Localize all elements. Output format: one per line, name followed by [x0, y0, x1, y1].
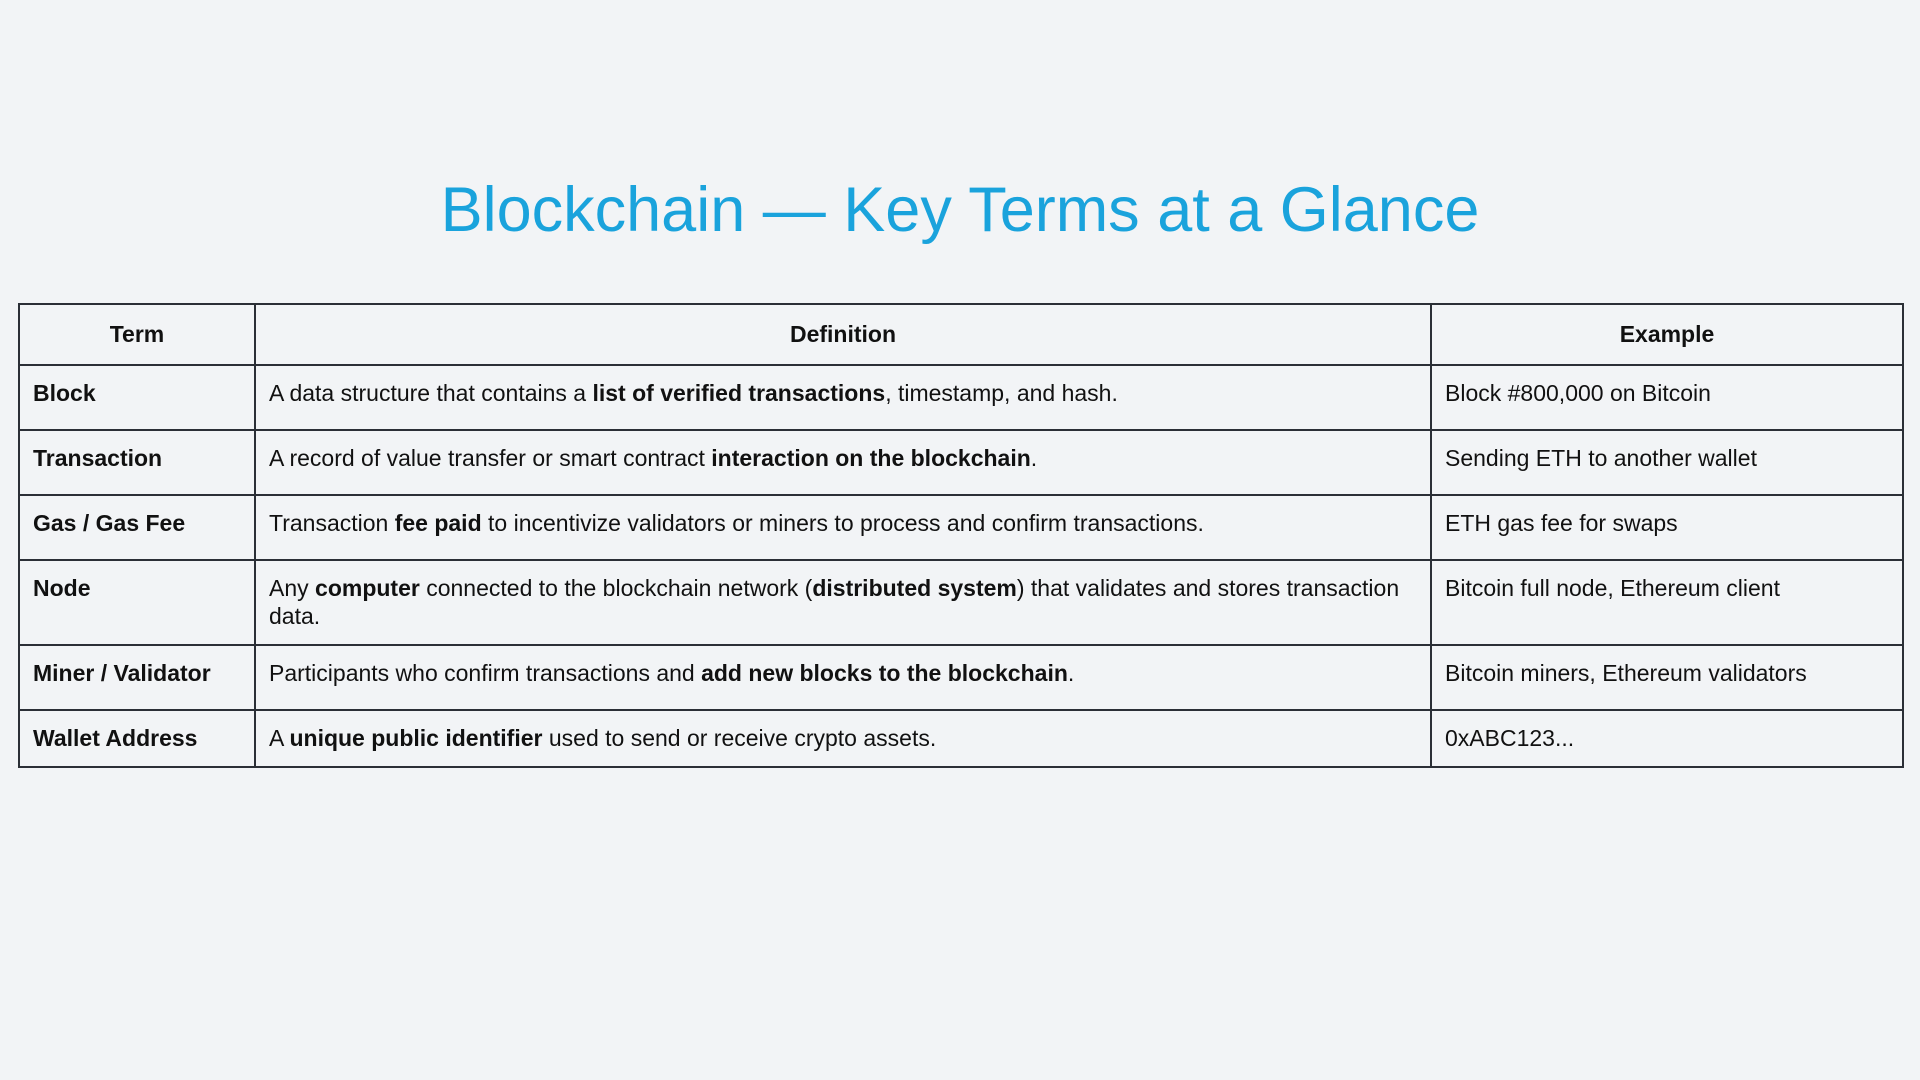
- definition-emphasis: distributed system: [812, 575, 1017, 601]
- definition-cell: [255, 495, 1431, 560]
- definition-emphasis: list of verified transactions: [592, 380, 886, 406]
- definition-cell: [255, 365, 1431, 430]
- header-term: Term: [19, 304, 255, 365]
- definition-emphasis: add new blocks to the blockchain: [701, 660, 1068, 686]
- definition-emphasis: computer: [315, 575, 420, 601]
- definition-text: A record of value transfer or smart contract: [269, 445, 712, 471]
- term-cell: Gas / Gas Fee: [19, 495, 255, 560]
- table-row: [19, 645, 1903, 710]
- slide-title: Blockchain — Key Terms at a Glance: [440, 175, 1480, 245]
- example-cell: 0xABC123...: [1431, 710, 1903, 767]
- table-row: [19, 560, 1903, 645]
- definition-text: Transaction: [269, 510, 395, 536]
- term-cell: Node: [19, 560, 255, 645]
- definition-cell: [255, 710, 1431, 767]
- terms-table: [18, 303, 1904, 768]
- example-cell: Sending ETH to another wallet: [1431, 430, 1903, 495]
- definition-text: , timestamp, and hash.: [885, 380, 1118, 406]
- example-cell: Bitcoin miners, Ethereum validators: [1431, 645, 1903, 710]
- example-cell: Bitcoin full node, Ethereum client: [1431, 560, 1903, 645]
- definition-cell: [255, 430, 1431, 495]
- example-cell: Block #800,000 on Bitcoin: [1431, 365, 1903, 430]
- term-cell: Block: [19, 365, 255, 430]
- definition-text: .: [1030, 445, 1038, 471]
- definition-cell: [255, 645, 1431, 710]
- definition-text: to incentivize validators or miners to process and confirm transactions.: [481, 510, 1204, 536]
- header-row: [19, 304, 1903, 365]
- definition-text: A data structure that contains a: [269, 380, 593, 406]
- table-row: [19, 365, 1903, 430]
- example-cell: ETH gas fee for swaps: [1431, 495, 1903, 560]
- table-body: [19, 365, 1903, 767]
- definition-text: .: [1067, 660, 1075, 686]
- term-cell: Wallet Address: [19, 710, 255, 767]
- definition-text: connected to the blockchain network (: [419, 575, 813, 601]
- term-cell: Miner / Validator: [19, 645, 255, 710]
- table-row: [19, 430, 1903, 495]
- definition-text: used to send or receive crypto assets.: [542, 725, 937, 751]
- term-cell: Transaction: [19, 430, 255, 495]
- header-definition: Definition: [255, 304, 1431, 365]
- definition-text: A: [269, 725, 290, 751]
- table-header: [19, 304, 1903, 365]
- definition-text: Any: [269, 575, 316, 601]
- definition-emphasis: fee paid: [394, 510, 482, 536]
- header-example: Example: [1431, 304, 1903, 365]
- definition-cell: [255, 560, 1431, 645]
- definition-text: ) that validates and stores transaction data.: [269, 575, 1400, 629]
- definition-text: Participants who confirm transactions and: [269, 660, 702, 686]
- definition-emphasis: unique public identifier: [289, 725, 543, 751]
- definition-emphasis: interaction on the blockchain: [711, 445, 1031, 471]
- table-row: [19, 710, 1903, 767]
- table-row: [19, 495, 1903, 560]
